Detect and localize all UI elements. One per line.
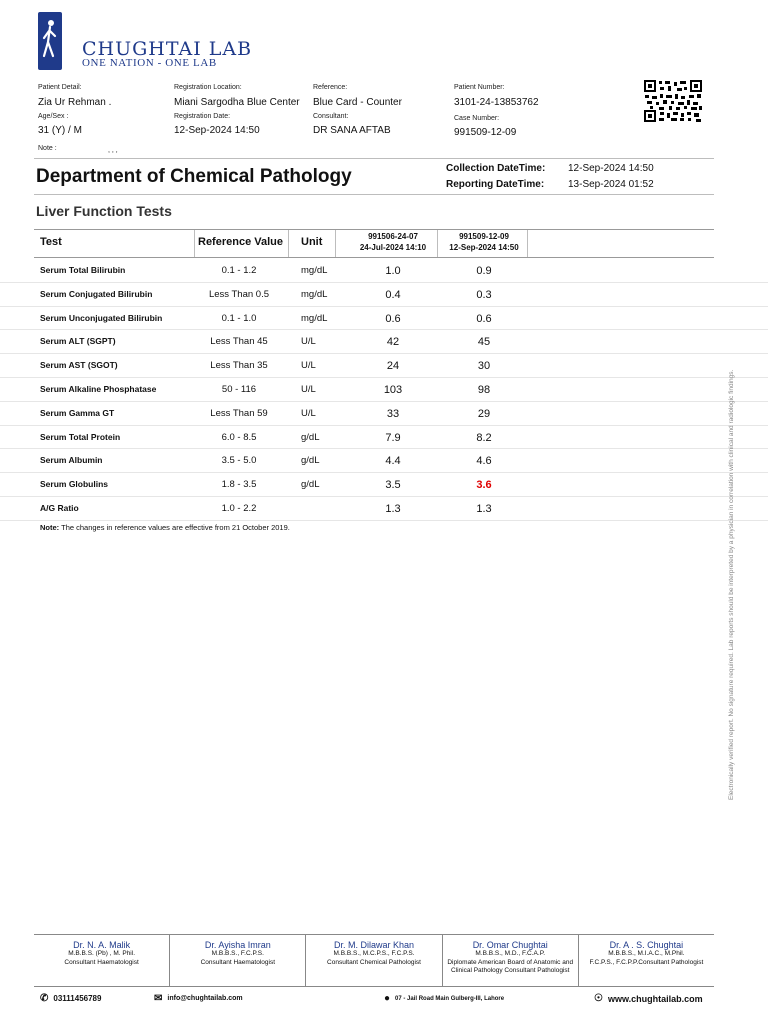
unit: U/L xyxy=(301,360,316,372)
column-separator xyxy=(527,230,528,257)
doctor-card xyxy=(34,935,170,986)
reference-value: 3.5 - 5.0 xyxy=(221,455,257,467)
prev-result: 1.3 xyxy=(385,502,401,515)
prev-case-date: 24-Jul-2024 14:10 xyxy=(359,243,427,252)
table-row xyxy=(0,497,768,521)
reg-location: Miani Sargodha Blue Center xyxy=(174,97,300,108)
doctor-qualification: M.B.B.S., F.C.P.S. xyxy=(211,950,264,957)
patient-number-label: Patient Number: xyxy=(454,84,505,91)
phone-number: 03111456789 xyxy=(53,994,102,1003)
curr-result: 0.3 xyxy=(476,288,492,301)
consultant-label: Consultant: xyxy=(313,113,349,120)
header-reference: Reference Value xyxy=(198,236,283,248)
prev-result: 3.5 xyxy=(385,479,401,492)
doctor-card xyxy=(443,935,579,986)
reference-value: 1.8 - 3.5 xyxy=(221,479,257,491)
email-icon: ✉ xyxy=(154,993,163,1004)
curr-case-date: 12-Sep-2024 14:50 xyxy=(449,243,519,252)
reg-date: 12-Sep-2024 14:50 xyxy=(174,125,260,136)
reference-value: Less Than 35 xyxy=(210,360,268,372)
doctor-name: Dr. Omar Chughtai xyxy=(472,940,548,950)
phone-contact xyxy=(40,993,101,1004)
note-label: Note : xyxy=(38,145,57,152)
curr-result: 1.3 xyxy=(476,502,492,515)
header-curr-result xyxy=(439,231,529,253)
unit: U/L xyxy=(301,383,316,395)
reference-value: Less Than 59 xyxy=(210,407,268,419)
brand-slogan: ONE NATION - ONE LAB xyxy=(82,57,217,69)
prev-result: 0.4 xyxy=(385,288,401,301)
globe-icon: ☉ xyxy=(594,993,603,1004)
test-name: Serum Globulins xyxy=(40,479,109,490)
patient-detail-label: Patient Detail: xyxy=(38,84,82,91)
website-link[interactable]: www.chughtailab.com xyxy=(607,993,703,1004)
doctor-name: Dr. Ayisha Imran xyxy=(204,940,271,950)
header-test: Test xyxy=(40,236,62,248)
header-prev-result xyxy=(348,231,438,253)
walking-figure-icon xyxy=(38,12,62,70)
prev-result: 1.0 xyxy=(385,265,401,277)
prev-result: 0.6 xyxy=(385,312,401,325)
curr-result: 29 xyxy=(477,407,491,420)
unit: U/L xyxy=(301,336,316,348)
doctor-qualification: M.B.B.S., M.D., F.C.A.P. xyxy=(475,950,545,957)
reference-value: 0.1 - 1.0 xyxy=(221,312,257,324)
curr-result: 3.6 xyxy=(476,479,492,492)
department-title: Department of Chemical Pathology xyxy=(36,166,352,187)
reference-value: 6.0 - 8.5 xyxy=(221,431,257,443)
unit: mg/dL xyxy=(301,288,328,300)
collection-datetime: 12-Sep-2024 14:50 xyxy=(568,163,654,174)
reference-value: Less Than 0.5 xyxy=(208,288,270,300)
unit: mg/dL xyxy=(301,312,328,324)
doctor-title: Diplomate American Board of Anatomic and Clinical Pathology Consultant Pathologist xyxy=(447,958,574,974)
unit: U/L xyxy=(301,407,316,419)
table-row xyxy=(0,354,768,378)
reference: Blue Card - Counter xyxy=(313,97,402,108)
results-table xyxy=(0,259,768,521)
table-row xyxy=(0,259,768,283)
table-row xyxy=(0,402,768,426)
patient-note: , , , xyxy=(108,147,118,154)
curr-result: 8.2 xyxy=(476,431,492,444)
reporting-datetime-label: Reporting DateTime: xyxy=(446,179,545,190)
doctor-name: Dr. M. Dilawar Khan xyxy=(333,940,415,950)
doctor-card xyxy=(579,935,714,986)
column-separator xyxy=(288,230,289,257)
prev-result: 103 xyxy=(383,383,403,396)
curr-result: 98 xyxy=(477,383,491,396)
brand-name: CHUGHTAI LAB xyxy=(82,38,253,60)
prev-result: 4.4 xyxy=(385,455,401,468)
header-divider xyxy=(34,158,714,159)
table-header-top-line xyxy=(34,229,714,230)
phone-icon: ✆ xyxy=(40,993,49,1004)
table-row xyxy=(0,449,768,473)
table-row xyxy=(0,307,768,331)
section-title: Liver Function Tests xyxy=(36,203,172,219)
doctor-card xyxy=(170,935,306,986)
header-unit: Unit xyxy=(301,236,323,248)
department-divider xyxy=(34,194,714,195)
email-address: info@chughtailab.com xyxy=(167,995,243,1002)
age-sex-label: Age/Sex : xyxy=(38,113,69,120)
table-row xyxy=(0,426,768,450)
verification-disclaimer: Electronically verified report. No signature required. Lab reports should be interpreted by a physician in correlation with clinical and radiologic findings. xyxy=(728,369,735,800)
unit: mg/dL xyxy=(301,265,328,276)
address-text: 07 - Jail Road Main Gulberg-III, Lahore xyxy=(395,995,505,1002)
collection-datetime-label: Collection DateTime: xyxy=(446,163,546,174)
curr-result: 30 xyxy=(477,360,491,373)
curr-result: 45 xyxy=(477,336,491,349)
doctors-footer xyxy=(34,934,714,987)
curr-result: 0.6 xyxy=(476,312,492,325)
note-label: Note: xyxy=(40,523,60,532)
qr-code-icon xyxy=(644,80,702,122)
curr-result: 0.9 xyxy=(476,265,492,277)
prev-result: 42 xyxy=(386,336,400,349)
reg-date-label: Registration Date: xyxy=(174,113,231,120)
reg-location-label: Registration Location: xyxy=(174,84,242,91)
email-contact xyxy=(154,993,243,1004)
reporting-datetime: 13-Sep-2024 01:52 xyxy=(568,179,654,190)
reference-value: 50 - 116 xyxy=(221,383,257,395)
reference-value: Less Than 45 xyxy=(210,336,268,348)
case-number-label: Case Number: xyxy=(454,115,500,122)
age-sex: 31 (Y) / M xyxy=(38,125,82,136)
prev-result: 33 xyxy=(386,407,400,420)
reference-note xyxy=(40,523,290,532)
patient-name: Zia Ur Rehman . xyxy=(38,97,112,108)
unit: g/dL xyxy=(301,455,320,467)
reference-value: 1.0 - 2.2 xyxy=(221,502,257,514)
table-header-bottom-line xyxy=(34,257,714,258)
table-row xyxy=(0,330,768,354)
note-text: The changes in reference values are effective from 21 October 2019. xyxy=(59,523,290,532)
address-contact xyxy=(384,993,504,1004)
doctor-title: Consultant Haematologist xyxy=(200,958,276,966)
doctor-name: Dr. N. A. Malik xyxy=(73,940,131,950)
consultant: DR SANA AFTAB xyxy=(313,125,391,136)
test-name: Serum ALT (SGPT) xyxy=(40,336,116,347)
table-row xyxy=(0,283,768,307)
column-separator xyxy=(437,230,438,257)
test-name: Serum Total Protein xyxy=(40,431,121,442)
test-name: Serum Alkaline Phosphatase xyxy=(40,383,157,394)
curr-result: 4.6 xyxy=(476,455,492,468)
doctor-title: Consultant Chemical Pathologist xyxy=(327,958,421,966)
website-contact xyxy=(594,993,703,1004)
doctor-card xyxy=(306,935,442,986)
test-name: Serum AST (SGOT) xyxy=(40,360,118,371)
test-name: Serum Albumin xyxy=(40,455,103,466)
location-icon: ● xyxy=(384,993,391,1004)
test-name: Serum Total Bilirubin xyxy=(40,265,126,275)
doctor-title: F.C.P.S., F.C.P.P.Consultant Pathologist xyxy=(589,958,704,966)
prev-result: 24 xyxy=(386,360,400,373)
doctor-qualification: M.B.B.S., M.I.A.C., M.Phil. xyxy=(608,950,685,957)
test-name: A/G Ratio xyxy=(40,502,79,513)
column-separator xyxy=(335,230,336,257)
doctor-name: Dr. A . S. Chughtai xyxy=(609,940,684,950)
unit: g/dL xyxy=(301,479,320,491)
doctor-qualification: M.B.B.S. (Pb) , M. Phil. xyxy=(68,950,136,957)
prev-result: 7.9 xyxy=(385,431,401,444)
column-separator xyxy=(194,230,195,257)
test-name: Serum Gamma GT xyxy=(40,407,115,418)
table-row xyxy=(0,378,768,402)
unit: g/dL xyxy=(301,431,320,443)
test-name: Serum Unconjugated Bilirubin xyxy=(40,312,163,323)
case-number: 991509-12-09 xyxy=(454,127,517,138)
test-name: Serum Conjugated Bilirubin xyxy=(40,288,153,299)
logo-icon xyxy=(38,12,62,70)
doctor-qualification: M.B.B.S., M.C.P.S., F.C.P.S. xyxy=(333,950,415,957)
doctor-title: Consultant Haematologist xyxy=(64,958,139,966)
reference-value: 0.1 - 1.2 xyxy=(221,265,257,276)
curr-case-id: 991509-12-09 xyxy=(459,232,509,241)
patient-number: 3101-24-13853762 xyxy=(454,97,539,108)
table-row xyxy=(0,473,768,497)
reference-label: Reference: xyxy=(313,84,348,91)
prev-case-id: 991506-24-07 xyxy=(368,232,418,241)
